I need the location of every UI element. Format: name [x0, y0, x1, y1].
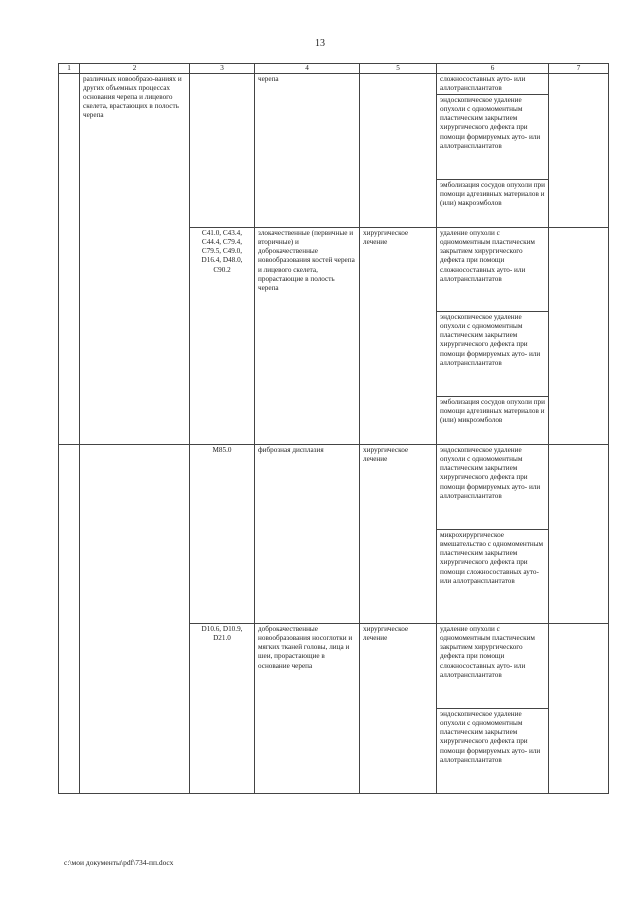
file-path-footer: c:\мои документы\pdf\734-пп.docx [64, 858, 174, 867]
method-cell: эндоскопическое удаление опухоли с одномоментным пластическим закрытием хирургического дефекта при помощи формируемых ауто- или аллотрансплантатов [437, 95, 549, 180]
method-cell: эмболизация сосудов опухоли при помощи адгезивных материалов и (или) макроэмболов [437, 180, 549, 228]
method-cell: удаление опухоли с одномоментным пластическим закрытием хирургического дефекта при помощи сложносоставных ауто- или аллотрансплантатов [437, 624, 549, 709]
code-cell: M85.0 [190, 445, 255, 624]
header-cell: 4 [255, 64, 360, 74]
header-cell: 5 [360, 64, 437, 74]
empty-cell [549, 228, 609, 445]
code-cell [190, 74, 255, 228]
code-cell: C41.0, C43.4, C44.4, C79.4, C79.5, C49.0, D16.4, D48.0, C90.2 [190, 228, 255, 445]
number-cell [59, 74, 80, 445]
empty-cell [549, 74, 609, 228]
method-cell: микрохирургическое вмешательство с одномоментным пластическим закрытием хирургического дефекта при помощи сложносоставных ауто- или аллотрансплантатов [437, 530, 549, 624]
header-cell: 7 [549, 64, 609, 74]
empty-cell [549, 445, 609, 624]
method-cell: эндоскопическое удаление опухоли с одномоментным пластическим закрытием хирургического дефекта при помощи формируемых ауто- или аллотрансплантатов [437, 312, 549, 397]
method-cell: удаление опухоли с одномоментным пластическим закрытием хирургического дефекта при помощи сложносоставных ауто- или аллотрансплантатов [437, 228, 549, 312]
method-cell: сложносоставных ауто- или аллотрансплантатов [437, 74, 549, 95]
table-row [59, 445, 609, 530]
header-cell: 2 [80, 64, 190, 74]
method-cell: эмболизация сосудов опухоли при помощи адгезивных материалов и (или) микроэмболов [437, 397, 549, 445]
header-cell: 3 [190, 64, 255, 74]
method-cell: эндоскопическое удаление опухоли с одномоментным пластическим закрытием хирургического дефекта при помощи формируемых ауто- или аллотрансплантатов [437, 445, 549, 530]
header-cell: 1 [59, 64, 80, 74]
treatment-cell: хирургическое лечение [360, 624, 437, 794]
diagnosis-cell: фиброзная дисплазия [255, 445, 360, 624]
number-cell [59, 445, 80, 794]
condition-cell: различных новообразо-ваниях и других объемных процессах основания черепа и лицевого скелета, врастающих в полость черепа [80, 74, 190, 445]
diagnosis-cell: черепа [255, 74, 360, 228]
code-cell: D10.6, D10.9, D21.0 [190, 624, 255, 794]
treatment-cell: хирургическое лечение [360, 228, 437, 445]
table-row [59, 74, 609, 95]
empty-cell [549, 624, 609, 794]
diagnosis-cell: доброкачественные новообразования носоглотки и мягких тканей головы, лица и шеи, прорастающие в основание черепа [255, 624, 360, 794]
services-table [58, 63, 609, 794]
treatment-cell: хирургическое лечение [360, 445, 437, 624]
header-cell: 6 [437, 64, 549, 74]
page-number: 13 [315, 38, 325, 49]
condition-cell [80, 445, 190, 794]
method-cell: эндоскопическое удаление опухоли с одномоментным пластическим закрытием хирургического дефекта при помощи формируемых ауто- или аллотрансплантатов [437, 709, 549, 794]
treatment-cell [360, 74, 437, 228]
diagnosis-cell: злокачественные (первичные и вторичные) и доброкачественные новообразования костей черепа и лицевого скелета, прорастающие в полость черепа [255, 228, 360, 445]
header-row [59, 64, 609, 74]
